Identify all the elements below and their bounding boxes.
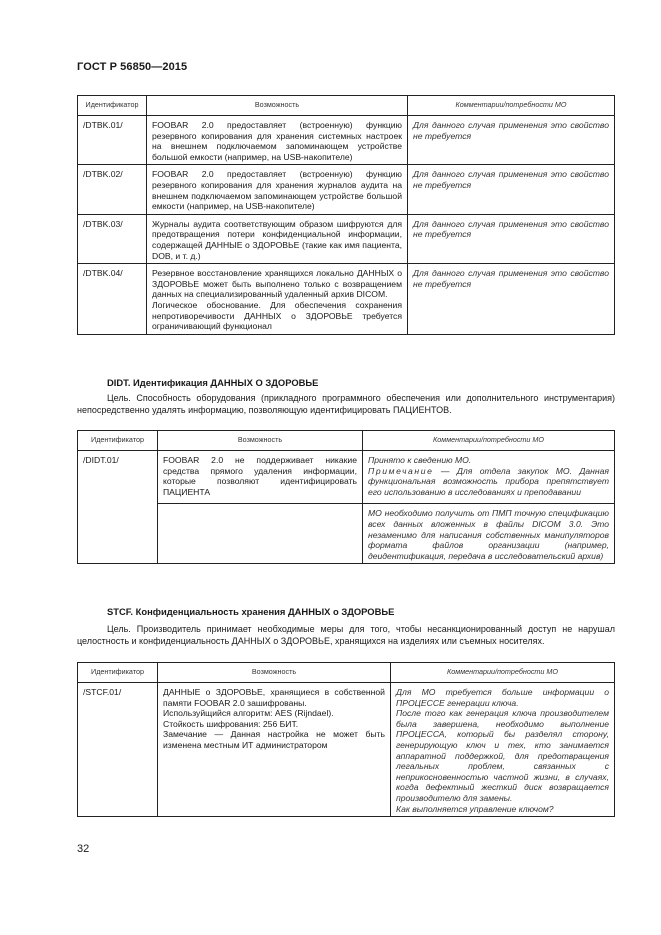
comment-key-process: После того как генерация ключа производителем была завершена, необходимо выполнение ПРОЦЕССА, который бы разделял сторону, генерирующую ключ и тех, кто занимается аппаратной поддержкой, для предотвращения легальных проблем, связанных с неприкосновенностью частной жизни, в случаях, когда дефектный жесткий диск возвращается производителю для замены.: [396, 708, 609, 803]
table-row: [78, 264, 615, 335]
table-header-row: [78, 663, 615, 683]
capability-rationale: Логическое обоснование. Для обеспечения сохранения непротиворечивости ДАННЫХ о ЗДОРОВЬЕ требуется ограничивающий функционал: [152, 299, 402, 332]
document-header: ГОСТ Р 56850—2015: [77, 61, 188, 73]
row-comment: Для данного случая применения это свойство не требуется: [408, 214, 615, 263]
table-row: [78, 214, 615, 263]
row-capability: FOOBAR 2.0 предоставляет (встроенную) функцию резервного копирования для хранения системных настроек на внешнем подключаемом запоминающем устройстве большой емкости (например, на USB-накопителе): [147, 116, 408, 165]
column-header-capability: Возможность: [158, 663, 391, 683]
row-comment: [363, 451, 615, 504]
capability-paragraph: Резервное восстановление хранящихся локально ДАННЫХ о ЗДОРОВЬЕ может быть выполнено только с возвращением данных на специализированный удаленный архив DICOM.: [152, 268, 402, 300]
dtbk-table: [77, 95, 615, 335]
column-header-id: Идентификатор: [78, 663, 158, 683]
row-id: /DTBK.02/: [78, 165, 147, 214]
row-capability: [147, 264, 408, 335]
capability-remark: Замечание — Данная настройка не может быть изменена местным ИТ администратором: [163, 729, 385, 750]
note-text: — Для отдела закупок МО. Данная функциональная возможность прибора препятствует его использованию в исследованиях и преподавании: [368, 465, 609, 497]
capability-strength: Стойкость шифрования: 256 БИТ.: [163, 718, 299, 729]
section-title-stcf: STCF. Конфиденциальность хранения ДАННЫХ о ЗДОРОВЬЕ: [107, 606, 395, 617]
table-row: [78, 451, 615, 504]
row-capability: FOOBAR 2.0 предоставляет (встроенную) функцию резервного копирования для хранения журналов аудита на внешнем подключаемом запоминающем устройстве большой емкости (например, на USB-накопителе): [147, 165, 408, 214]
table-header-row: [78, 96, 615, 116]
capability-encrypted: ДАННЫЕ о ЗДОРОВЬЕ, хранящиеся в собственной памяти FOOBAR 2.0 зашифрованы.: [163, 687, 385, 708]
comment-key-info: Для МО требуется больше информации о ПРОЦЕССЕ генерации ключа.: [396, 687, 609, 708]
row-id: /STCF.01/: [78, 683, 158, 817]
column-header-comment: Комментарии/потребности МО: [391, 663, 615, 683]
column-header-comment: Комментарии/потребности МО: [408, 96, 615, 116]
row-capability: Журналы аудита соответствующим образом шифруются для предотвращения потери конфиденциальной информации, содержащей ДАННЫЕ о ЗДОРОВЬЕ (такие как имя пациента, DOB, и т. д.): [147, 214, 408, 263]
note-label: Примечание: [368, 465, 434, 476]
row-id: /DIDT.01/: [78, 451, 158, 564]
table-header-row: [78, 431, 615, 451]
row-capability: [158, 683, 391, 817]
didt-table: [77, 430, 615, 564]
row-comment: МО необходимо получить от ПМП точную спецификацию всех данных вложенных в файлы DICOM 3.0. Это незаменимо для написания собственных манипуляторов формата файлов организации (например, деидентификация, передача в исследовательский архив): [363, 504, 615, 564]
comment-accepted: Принято к сведению МО.: [368, 455, 472, 465]
section-goal-stcf: Цель. Производитель принимает необходимые меры для того, чтобы несанкционированный доступ не нарушал целостность и конфиденциальность ДАННЫХ о ЗДОРОВЬЕ, хранящихся на изделиях или съемных носителях.: [77, 624, 615, 647]
table-row: [78, 683, 615, 817]
comment-key-management: Как выполняется управление ключом?: [396, 803, 554, 814]
column-header-capability: Возможность: [147, 96, 408, 116]
stcf-table: [77, 662, 615, 817]
column-header-id: Идентификатор: [78, 431, 158, 451]
row-id: /DTBK.04/: [78, 264, 147, 335]
capability-algorithm: Используйщийся алгоритм: AES (Rijndael).: [163, 708, 334, 719]
row-id: /DTBK.03/: [78, 214, 147, 263]
column-header-id: Идентификатор: [78, 96, 147, 116]
row-id: /DTBK.01/: [78, 116, 147, 165]
comment-note: [368, 466, 609, 498]
table-row: [78, 165, 615, 214]
row-capability-empty: [158, 504, 363, 564]
row-comment: Для данного случая применения это свойство не требуется: [408, 264, 615, 335]
row-capability: FOOBAR 2.0 не поддерживает никакие средства прямого удаления информации, которые позволяют идентифицировать ПАЦИЕНТА: [158, 451, 363, 504]
section-title-didt: DIDT. Идентификация ДАННЫХ О ЗДОРОВЬЕ: [107, 377, 319, 388]
table-row: [78, 504, 615, 564]
column-header-capability: Возможность: [158, 431, 363, 451]
row-comment: Для данного случая применения это свойство не требуется: [408, 116, 615, 165]
table-row: [78, 116, 615, 165]
page-number: 32: [77, 843, 90, 855]
row-comment: [391, 683, 615, 817]
section-goal-didt: Цель. Способность оборудования (прикладного программного обеспечения или дополнительного инструментария) непосредственно удалять информацию, позволяющую идентифицировать ПАЦИЕНТОВ.: [77, 393, 615, 416]
column-header-comment: Комментарии/потребности МО: [363, 431, 615, 451]
row-comment: Для данного случая применения это свойство не требуется: [408, 165, 615, 214]
